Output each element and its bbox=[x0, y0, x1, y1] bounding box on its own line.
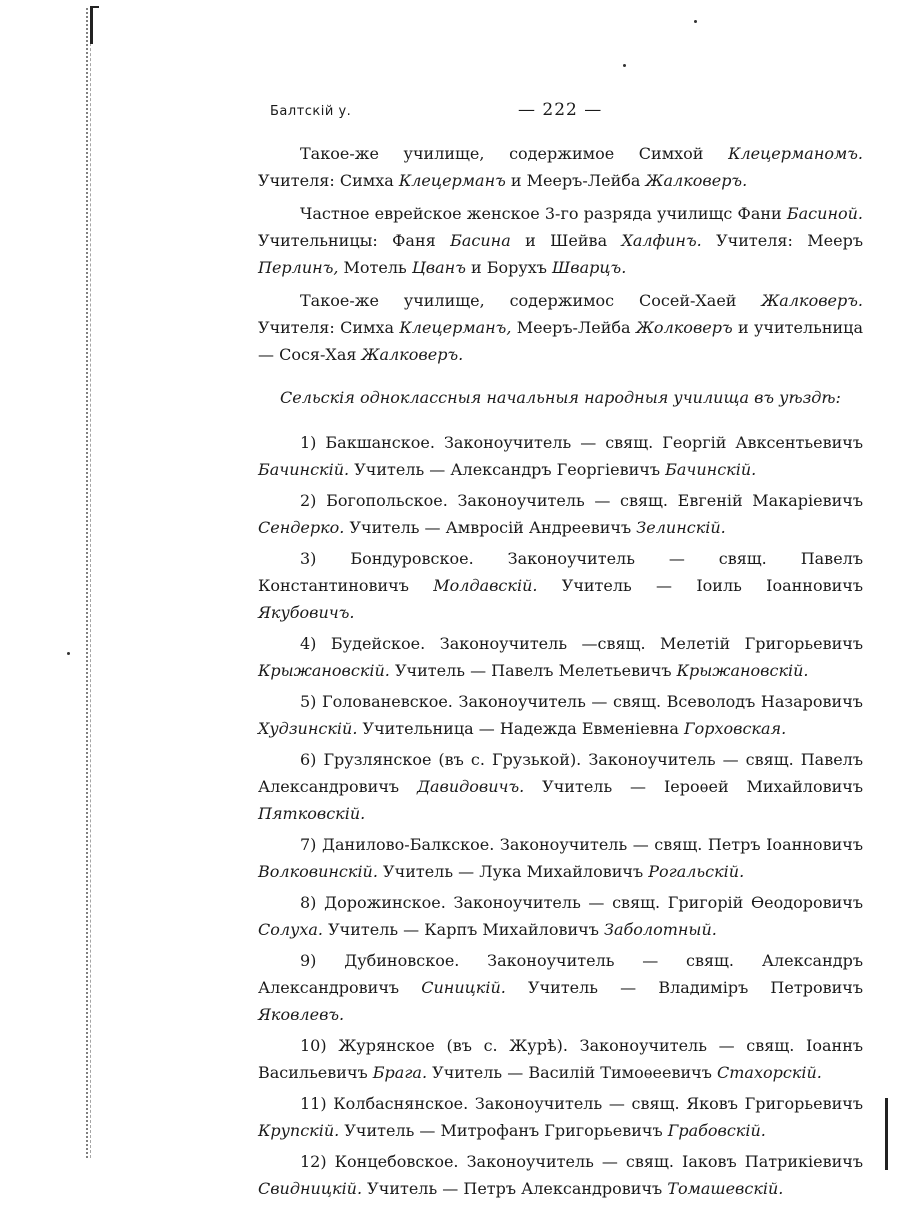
paragraph: Частное еврейское женское 3-го разряда училищс Фани Басиной. Учительницы: Фаня Басина и Шейва Халфинъ. Учителя: Мееръ Перлинъ, Мотель Цванъ и Борухъ Шварцъ. bbox=[258, 204, 863, 277]
binding-edge bbox=[86, 8, 98, 1158]
school-entry: 4) Будейское. Законоучитель —свящ. Мелетій Григорьевичъ Крыжановскій. Учитель — Павелъ Мелетьевичъ Крыжановскій. bbox=[258, 634, 864, 680]
page-header bbox=[0, 100, 900, 124]
ink-speck bbox=[67, 652, 70, 655]
page-body bbox=[258, 140, 863, 1206]
school-entry: 12) Концебовское. Законоучитель — свящ. Іаковъ Патрикіевичъ Свидницкій. Учитель — Петръ Александровичъ Томашевскій. bbox=[258, 1152, 864, 1198]
school-entry: 11) Колбаснянское. Законоучитель — свящ. Яковъ Григорьевичъ Крупскій. Учитель — Митрофанъ Григорьевичъ Грабовскій. bbox=[258, 1094, 864, 1140]
school-entry: 2) Богопольское. Законоучитель — свящ. Евгеній Макаріевичъ Сендерко. Учитель — Амвросій Андреевичъ Зелинскій. bbox=[258, 491, 863, 537]
school-entry: 7) Данилово-Балкское. Законоучитель — свящ. Петръ Іоанновичъ Волковинскій. Учитель — Лука Михайловичъ Рогальскій. bbox=[258, 835, 863, 881]
school-entry: 1) Бакшанское. Законоучитель — свящ. Георгій Авксентьевичъ Бачинскій. Учитель — Александръ Георгіевичъ Бачинскій. bbox=[258, 433, 864, 479]
edge-mark bbox=[885, 1098, 888, 1170]
paragraph: Такое-же училище, содержимос Сосей-Хаей Жалковеръ. Учителя: Симха Клецерманъ, Мееръ-Лейба Жолковеръ и учительница — Сося-Хая Жалковеръ. bbox=[258, 291, 864, 364]
corner-mark bbox=[90, 6, 99, 44]
school-list bbox=[258, 429, 863, 1202]
ink-speck bbox=[694, 20, 697, 23]
school-entry: 9) Дубиновское. Законоучитель — свящ. Александръ Александровичъ Синицкій. Учитель — Владиміръ Петровичъ Яковлевъ. bbox=[258, 951, 864, 1024]
school-entry: 8) Дорожинское. Законоучитель — свящ. Григорій Ѳеодоровичъ Солуха. Учитель — Карпъ Михайловичъ Заболотный. bbox=[258, 893, 864, 939]
running-head: Балтскій у. bbox=[270, 104, 352, 119]
page-number: — 222 — bbox=[518, 100, 603, 120]
ink-speck bbox=[623, 64, 626, 67]
school-entry: 5) Голованевское. Законоучитель — свящ. Всеволодъ Назаровичъ Худзинскій. Учительница — Надежда Евменіевна Горховская. bbox=[258, 692, 863, 738]
school-entry: 10) Журянское (въ с. Журѣ). Законоучитель — свящ. Іоаннъ Васильевичъ Брага. Учитель — Василій Тимоѳеевичъ Стахорскій. bbox=[258, 1036, 864, 1082]
school-entry: 6) Грузлянское (въ с. Грузькой). Законоучитель — свящ. Павелъ Александровичъ Давидовичъ. Учитель — Іероѳей Михайловичъ Пятковскій. bbox=[258, 750, 864, 823]
paragraph: Такое-же училище, содержимое Симхой Клецерманомъ. Учителя: Симха Клецерманъ и Мееръ-Лейба Жалковеръ. bbox=[258, 144, 863, 190]
section-heading: Сельскія одноклассныя начальныя народныя училища въ уѣздѣ: bbox=[280, 388, 841, 407]
school-entry: 3) Бондуровское. Законоучитель — свящ. Павелъ Константиновичъ Молдавскій. Учитель — Іоиль Іоанновичъ Якубовичъ. bbox=[258, 549, 864, 622]
